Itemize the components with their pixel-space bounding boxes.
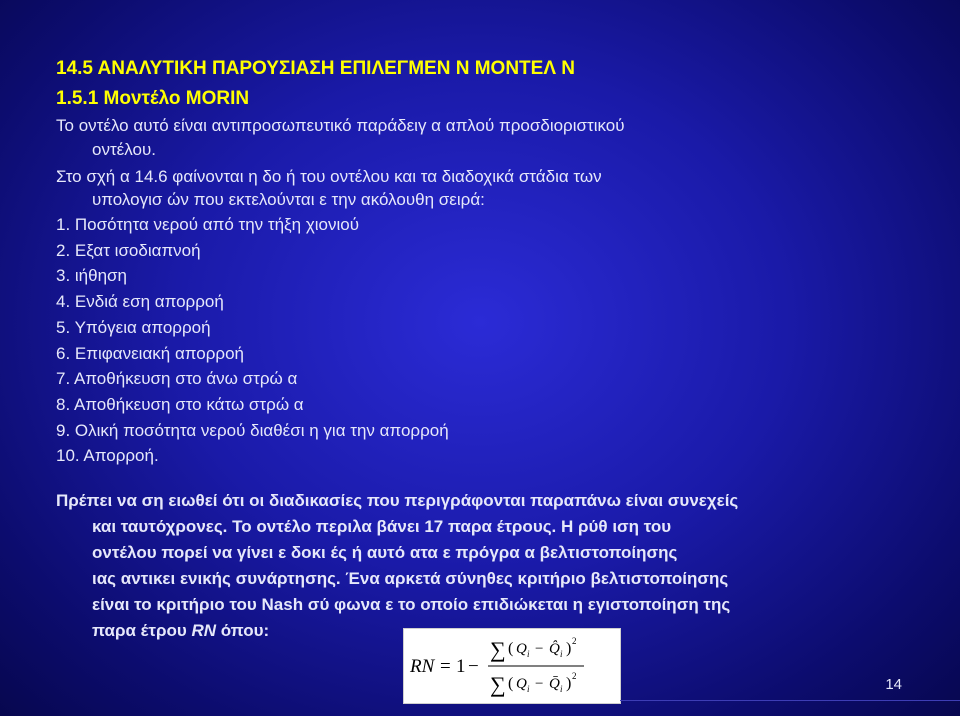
page-number: 14 bbox=[885, 676, 902, 693]
figure-text-line-1: Στο σχή α 14.6 φαίνονται η δο ή του οντέλου και τα διαδοχικά στάδια των bbox=[56, 167, 602, 186]
numerator-q: Q bbox=[516, 641, 527, 657]
list-item: 2. Εξατ ισοδιαπνοή bbox=[56, 240, 201, 260]
list-item: 8. Αποθήκευση στο κάτω στρώ α bbox=[56, 394, 304, 414]
list-item: 9. Ολική ποσότητα νερού διαθέσι η για την απορροή bbox=[56, 420, 449, 440]
list-item: 6. Επιφανειακή απορροή bbox=[56, 343, 244, 363]
numerator-q-hat: Q̂ bbox=[549, 641, 560, 657]
formula-one: 1 bbox=[456, 656, 466, 677]
formula-lhs: RN bbox=[410, 656, 435, 677]
denominator-q-sub: i bbox=[527, 684, 530, 694]
nash-formula bbox=[403, 628, 621, 704]
numerator-rparen: ) bbox=[566, 640, 572, 657]
formula-equals: = bbox=[440, 656, 451, 677]
conclusion-line-1: Πρέπει να ση ειωθεί ότι οι διαδικασίες που περιγράφονται παραπάνω είναι συνεχείς bbox=[56, 491, 739, 510]
list-item: 10. Απορροή. bbox=[56, 446, 159, 466]
conclusion-line-2: και ταυτόχρονες. Το οντέλο περιλα βάνει 17 παρα έτρους. Η ρύθ ιση του bbox=[92, 517, 672, 536]
denominator-q-bar: Q̄ bbox=[549, 676, 560, 692]
denominator-minus: − bbox=[535, 676, 544, 692]
intro-line-2: οντέλου. bbox=[92, 140, 156, 159]
numerator-minus: − bbox=[535, 641, 544, 657]
denominator-power: 2 bbox=[572, 671, 577, 681]
conclusion-line-4: ιας αντικει ενικής συνάρτησης. Ένα αρκετά σύνηθες κριτήριο βελτιστοποίησης bbox=[92, 569, 729, 588]
formula-minus: − bbox=[468, 656, 479, 677]
denominator-q: Q bbox=[516, 676, 527, 692]
list-item: 5. Υπόγεια απορροή bbox=[56, 317, 211, 337]
footer-rule bbox=[620, 700, 960, 701]
conclusion-line-5: είναι το κριτήριο του Nash σύ φωνα ε το οποίο επιδιώκεται η εγιστοποίηση της bbox=[92, 595, 731, 614]
conclusion-line-6-prefix: παρα έτρου bbox=[92, 621, 192, 640]
list-item: 4. Ενδιά εση απορροή bbox=[56, 292, 224, 312]
figure-text-line-2: υπολογισ ών που εκτελούνται ε την ακόλουθη σειρά: bbox=[92, 190, 485, 209]
denominator-lparen: ( bbox=[508, 675, 514, 692]
numerator-q-sub: i bbox=[527, 649, 530, 659]
list-item: 7. Αποθήκευση στο άνω στρώ α bbox=[56, 369, 298, 389]
numerator-lparen: ( bbox=[508, 640, 514, 657]
numerator-power: 2 bbox=[572, 636, 577, 646]
denominator-q-bar-sub: i bbox=[560, 684, 563, 694]
conclusion-line-6 bbox=[56, 618, 738, 644]
steps-list bbox=[56, 212, 449, 469]
denominator-sigma: ∑ bbox=[490, 672, 506, 697]
denominator-rparen: ) bbox=[566, 675, 572, 692]
numerator-sigma: ∑ bbox=[490, 637, 506, 662]
subsection-title: 1.5.1 Μοντέλο MORIN bbox=[56, 88, 250, 109]
conclusion-line-6-suffix: όπου: bbox=[216, 621, 270, 640]
conclusion-line-3: οντέλου πορεί να γίνει ε δοκι ές ή αυτό ατα ε πρόγρα α βελτιστοποίησης bbox=[92, 543, 678, 562]
section-title: 14.5 ΑΝΑΛΥΤΙΚΗ ΠΑΡΟΥΣΙΑΣΗ ΕΠΙΛΕΓΜΕΝ Ν ΜΟΝΤΕΛ Ν bbox=[56, 58, 576, 79]
conclusion-paragraph bbox=[56, 488, 738, 644]
rn-variable: RN bbox=[191, 621, 217, 640]
numerator-q-hat-sub: i bbox=[560, 649, 563, 659]
list-item: 3. ιήθηση bbox=[56, 266, 127, 286]
intro-line-1: Το οντέλο αυτό είναι αντιπροσωπευτικό παράδειγ α απλού προσδιοριστικού bbox=[56, 116, 625, 135]
list-item: 1. Ποσότητα νερού από την τήξη χιονιού bbox=[56, 215, 360, 234]
